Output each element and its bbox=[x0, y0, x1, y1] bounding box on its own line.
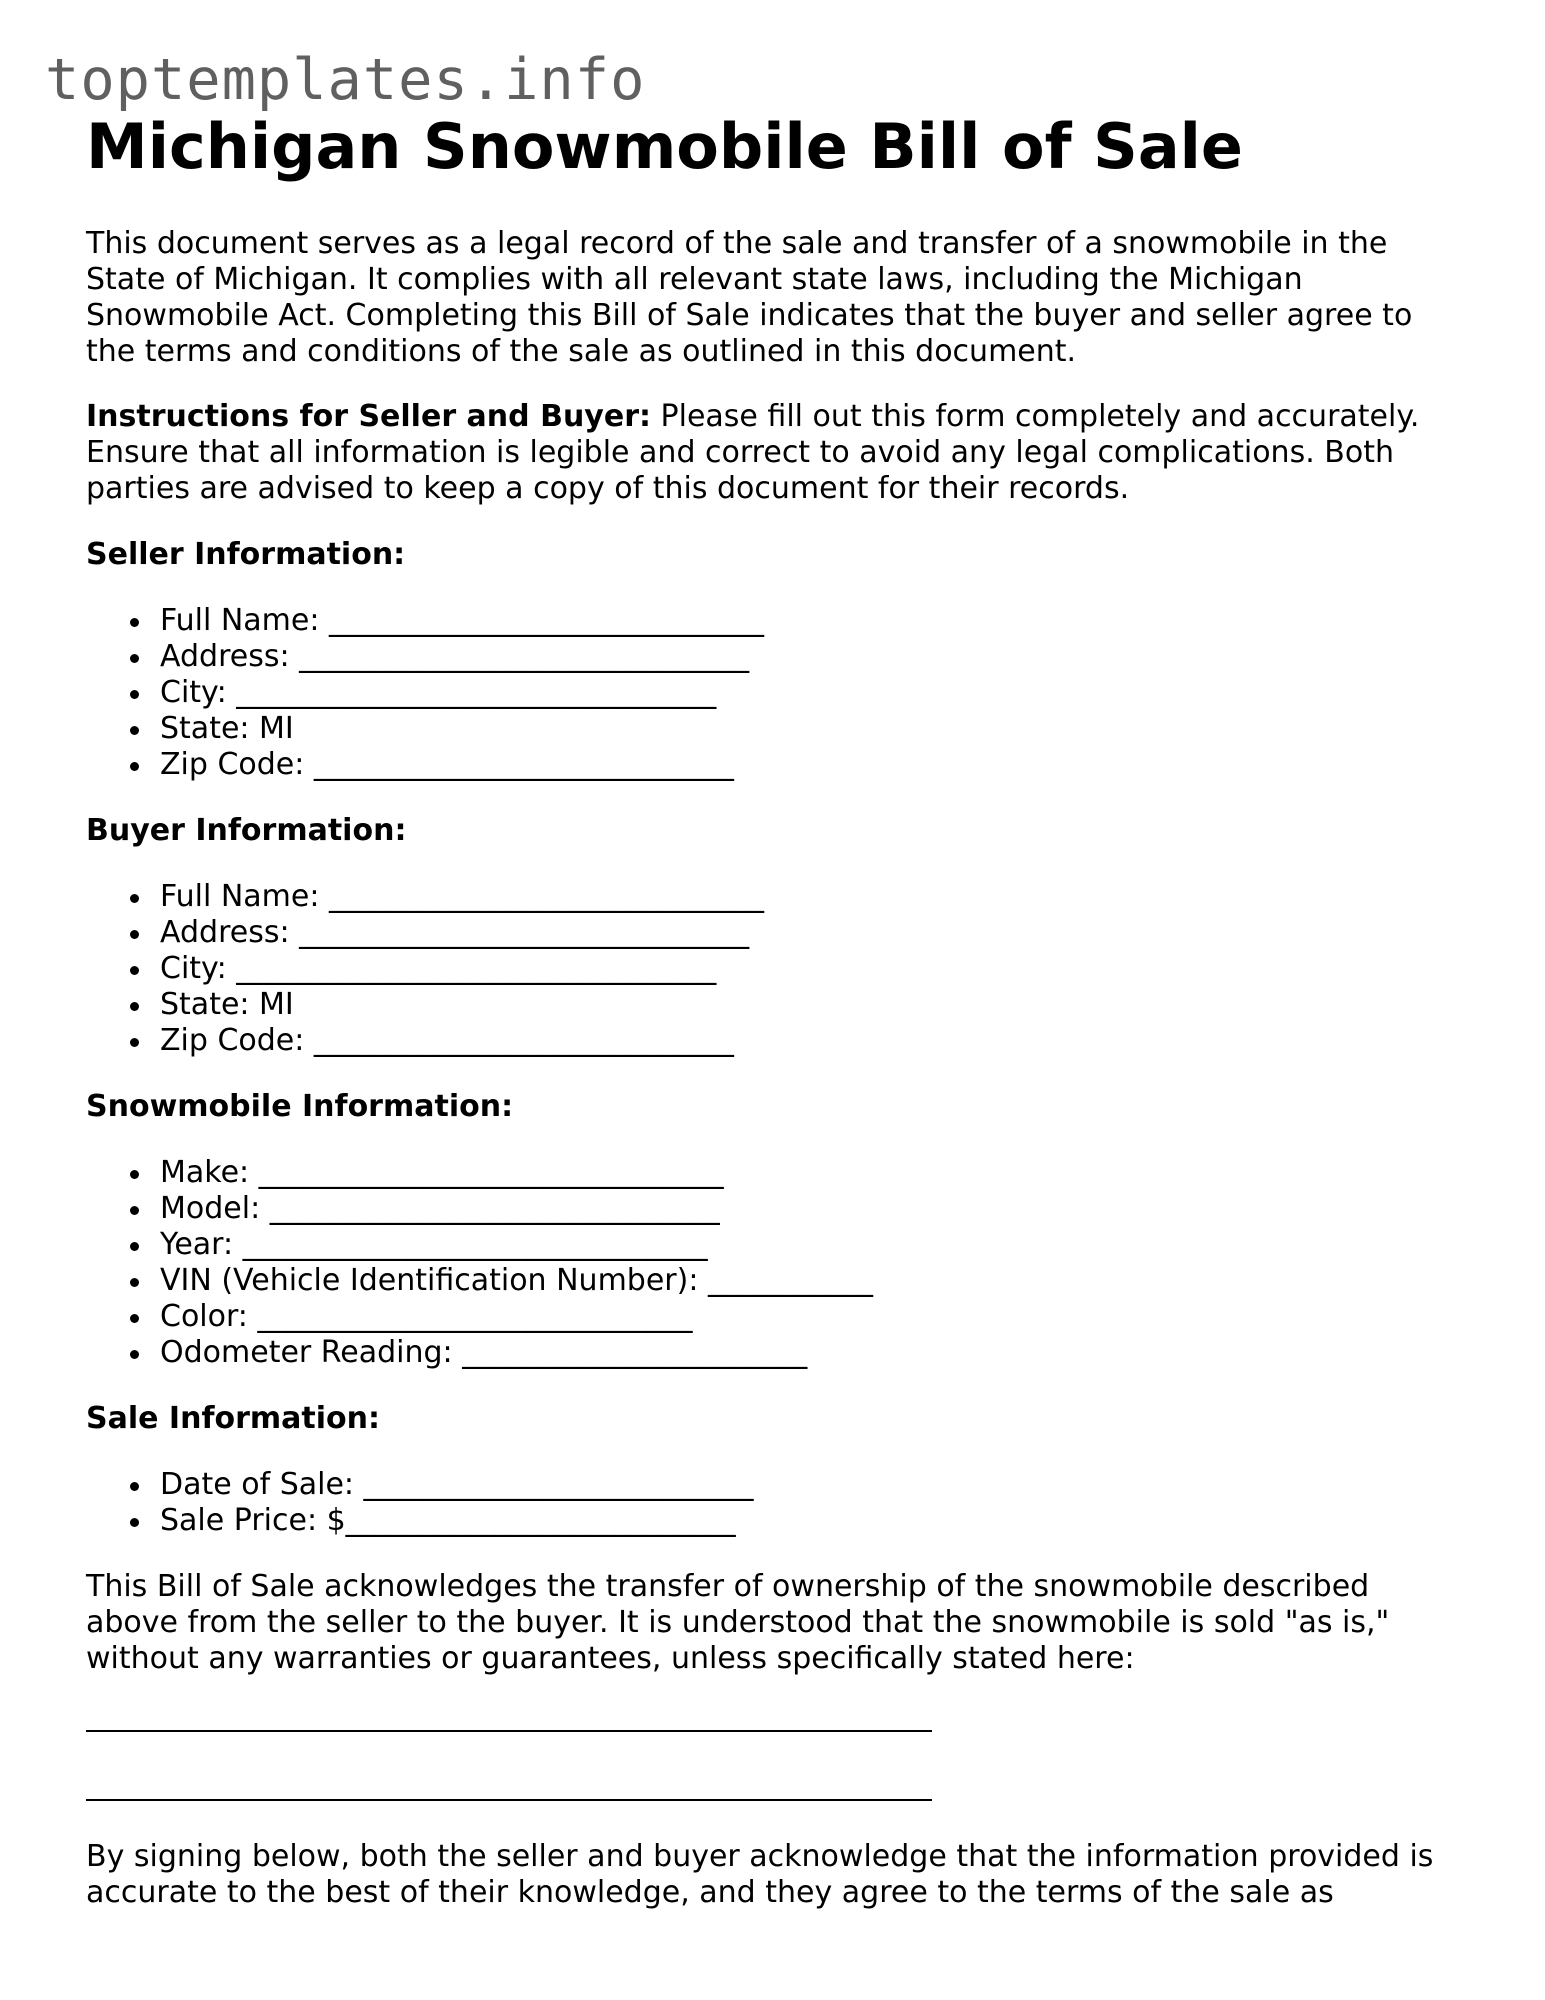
seller-fields bbox=[86, 603, 1466, 783]
bullet-icon bbox=[130, 690, 139, 699]
bullet-icon bbox=[130, 1242, 139, 1251]
acknowledgement-paragraph: This Bill of Sale acknowledges the transfer of ownership of the snowmobile described above from the seller to the buyer. It is understood that the snowmobile is sold "as is," without any warranties or guarantees, unless specifically stated here: bbox=[86, 1569, 1390, 1676]
sale-fields bbox=[86, 1467, 1466, 1539]
snowmobile-heading: Snowmobile Information: bbox=[86, 1089, 514, 1124]
warranty-line-2[interactable] bbox=[86, 1799, 932, 1801]
watermark: toptemplates.info bbox=[45, 47, 646, 113]
seller-city-field[interactable]: City: ________________________________ bbox=[86, 675, 1466, 711]
snowmobile-fields bbox=[86, 1155, 1466, 1371]
seller-address-field[interactable]: Address: ______________________________ bbox=[86, 639, 1466, 675]
bullet-icon bbox=[130, 762, 139, 771]
bullet-icon bbox=[130, 1314, 139, 1323]
snowmobile-make-field[interactable]: Make: _______________________________ bbox=[86, 1155, 1466, 1191]
seller-state-field: State: MI bbox=[86, 711, 1466, 747]
seller-zip-field[interactable]: Zip Code: ____________________________ bbox=[86, 747, 1466, 783]
instructions-text: Please fill out this form completely and accurately. Ensure that all information is legible and correct to avoid any legal complications. Both parties are advised to keep a copy of this document for their records. bbox=[86, 399, 1420, 506]
instructions-label: Instructions for Seller and Buyer: bbox=[86, 399, 651, 434]
bullet-icon bbox=[130, 966, 139, 975]
sale-date-field[interactable]: Date of Sale: __________________________ bbox=[86, 1467, 1466, 1503]
bullet-icon bbox=[130, 1170, 139, 1179]
buyer-full-name-field[interactable]: Full Name: _____________________________ bbox=[86, 879, 1466, 915]
seller-heading: Seller Information: bbox=[86, 537, 406, 572]
signing-paragraph: By signing below, both the seller and buyer acknowledge that the information provided is accurate to the best of their knowledge, and they agree to the terms of the sale as bbox=[86, 1839, 1434, 1910]
instructions-paragraph bbox=[86, 399, 1466, 507]
sale-price-field[interactable]: Sale Price: $__________________________ bbox=[86, 1503, 1466, 1539]
bullet-icon bbox=[130, 930, 139, 939]
bullet-icon bbox=[130, 618, 139, 627]
snowmobile-year-field[interactable]: Year: _______________________________ bbox=[86, 1227, 1466, 1263]
snowmobile-odometer-field[interactable]: Odometer Reading: _______________________ bbox=[86, 1335, 1466, 1371]
bullet-icon bbox=[130, 1038, 139, 1047]
intro-paragraph: This document serves as a legal record of the sale and transfer of a snowmobile in the State of Michigan. It complies with all relevant state laws, including the Michigan Snowmobile Act. Completing this Bill of Sale indicates that the buyer and seller agree to the terms and conditions of the sale as outlined in this document. bbox=[86, 226, 1413, 369]
buyer-city-field[interactable]: City: ________________________________ bbox=[86, 951, 1466, 987]
page-title: Michigan Snowmobile Bill of Sale bbox=[86, 110, 1243, 183]
buyer-heading: Buyer Information: bbox=[86, 813, 407, 848]
bullet-icon bbox=[130, 1206, 139, 1215]
bullet-icon bbox=[130, 1002, 139, 1011]
bullet-icon bbox=[130, 1482, 139, 1491]
bullet-icon bbox=[130, 894, 139, 903]
bullet-icon bbox=[130, 654, 139, 663]
document-page bbox=[86, 108, 1466, 1911]
bullet-icon bbox=[130, 1518, 139, 1527]
sale-heading: Sale Information: bbox=[86, 1401, 380, 1436]
seller-full-name-field[interactable]: Full Name: _____________________________ bbox=[86, 603, 1466, 639]
snowmobile-vin-field[interactable]: VIN (Vehicle Identification Number): ___________ bbox=[86, 1263, 1466, 1299]
snowmobile-model-field[interactable]: Model: ______________________________ bbox=[86, 1191, 1466, 1227]
snowmobile-color-field[interactable]: Color: _____________________________ bbox=[86, 1299, 1466, 1335]
buyer-address-field[interactable]: Address: ______________________________ bbox=[86, 915, 1466, 951]
buyer-state-field: State: MI bbox=[86, 987, 1466, 1023]
bullet-icon bbox=[130, 1350, 139, 1359]
buyer-zip-field[interactable]: Zip Code: ____________________________ bbox=[86, 1023, 1466, 1059]
bullet-icon bbox=[130, 726, 139, 735]
warranty-line-1[interactable] bbox=[86, 1730, 932, 1732]
buyer-fields bbox=[86, 879, 1466, 1059]
bullet-icon bbox=[130, 1278, 139, 1287]
